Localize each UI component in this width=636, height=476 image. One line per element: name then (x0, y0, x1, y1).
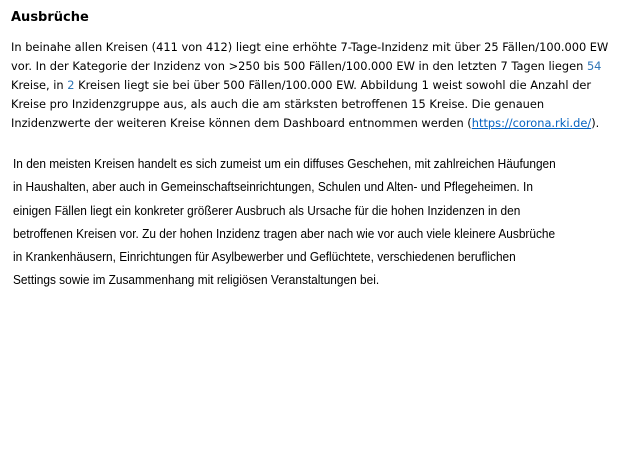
dashboard-link[interactable]: https://corona.rki.de/ (471, 116, 592, 130)
paragraph-line: In den meisten Kreisen handelt es sich zumeist um ein diffuses Geschehen, mit zahlreichen Häufungen (13, 156, 556, 171)
paragraph-line: in Haushalten, aber auch in Gemeinschaftseinrichtungen, Schulen und Alten- und Pflegeheimen. In (13, 179, 533, 195)
district-count-highlight: 2 (67, 78, 75, 92)
paragraph-line (11, 57, 629, 76)
paragraph-line (11, 76, 629, 95)
paragraph-incidence (11, 38, 629, 133)
line-text: Kreise, in (11, 78, 68, 92)
paragraph-line (11, 114, 629, 133)
paragraph-outbreaks (13, 152, 569, 292)
paragraph-line: In beinahe allen Kreisen (411 von 412) liegt eine erhöhte 7-Tage-Inzidenz mit über 25 Fällen/100.000 EW (11, 40, 609, 54)
line-text: Inzidenzwerte der weiteren Kreise können dem Dashboard entnommen werden ( (11, 116, 472, 130)
line-text: Kreisen liegt sie bei über 500 Fällen/100.000 EW. Abbildung 1 weist sowohl die Anzahl der (74, 78, 592, 92)
paragraph-line: einigen Fällen liegt ein konkreter größerer Ausbruch als Ursache für die hohen Inzidenzen in den (13, 202, 521, 218)
line-text: vor. In der Kategorie der Inzidenz von >250 bis 500 Fällen/100.000 EW in den letzten 7 Tagen liegen (11, 59, 587, 73)
paragraph-line: Kreise pro Inzidenzgruppe aus, als auch die am stärksten betroffenen 15 Kreise. Die genauen (11, 97, 545, 111)
paragraph-line: in Krankenhäusern, Einrichtungen für Asylbewerber und Geflüchtete, verschiedenen beruflichen (13, 249, 516, 265)
district-count-highlight: 54 (586, 59, 602, 73)
paragraph-line: Settings sowie im Zusammenhang mit religiösen Veranstaltungen bei. (13, 272, 380, 288)
section-heading: Ausbrüche (11, 10, 89, 25)
line-text: ). (591, 116, 600, 130)
paragraph-line: betroffenen Kreisen vor. Zu der hohen Inzidenz tragen aber nach wie vor auch viele kleinere Ausbrüche (13, 225, 556, 241)
